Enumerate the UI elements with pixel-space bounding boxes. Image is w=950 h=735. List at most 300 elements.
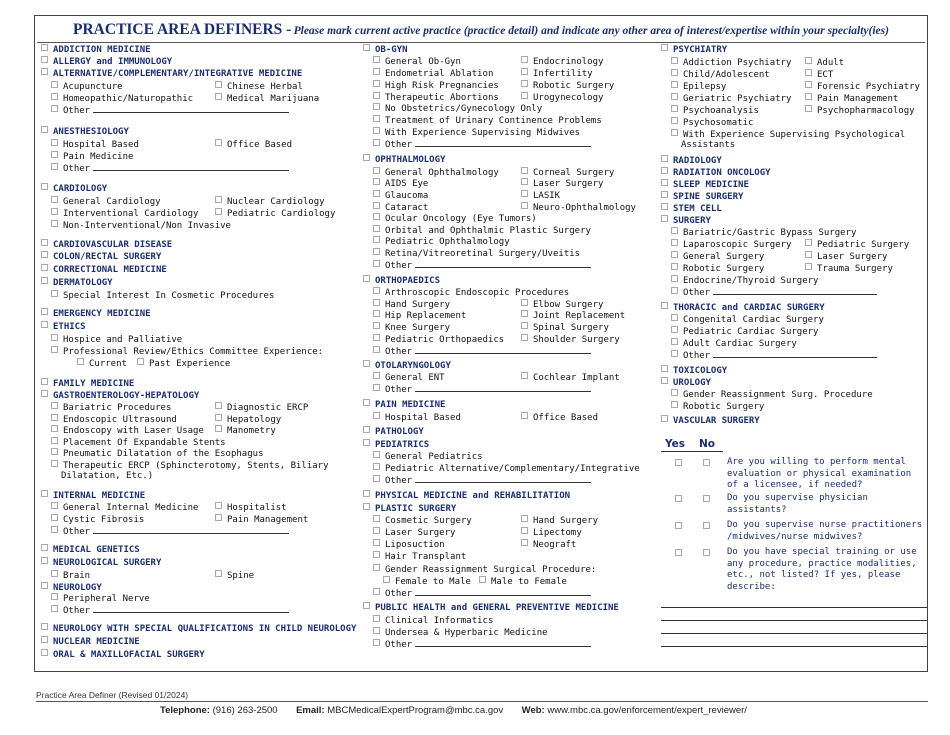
checkbox[interactable] [41,649,48,656]
checkbox[interactable] [215,414,222,421]
checkbox[interactable] [51,526,58,533]
checkbox[interactable] [661,377,668,384]
describe-answer-line-4[interactable] [661,646,927,647]
checkbox[interactable] [521,92,528,99]
checkbox[interactable] [51,514,58,521]
section-family-medicine[interactable] [41,378,134,390]
checkbox[interactable] [805,105,812,112]
option-spinal-surgery[interactable] [521,322,609,334]
option-homeopathic-naturopathic[interactable] [51,93,193,105]
option-laser-surgery[interactable] [805,251,887,263]
checkbox[interactable] [661,179,668,186]
checkbox[interactable] [215,402,222,409]
checkbox[interactable] [805,57,812,64]
checkbox[interactable] [805,239,812,246]
option-acupuncture[interactable] [51,81,123,93]
checkbox[interactable] [41,378,48,385]
section-plastic-surgery[interactable] [363,503,456,515]
option-psychosomatic[interactable] [671,117,753,129]
option-robotic-surgery[interactable] [521,80,614,92]
checkbox[interactable] [51,105,58,112]
option-adult-cardiac-surgery[interactable] [671,338,797,350]
checkbox[interactable] [373,639,380,646]
checkbox[interactable] [521,322,528,329]
checkbox[interactable] [41,321,48,328]
checkbox[interactable] [363,490,370,497]
option-liposuction[interactable] [373,539,445,551]
option-child-adolescent[interactable] [671,69,770,81]
option-chinese-herbal[interactable] [215,81,303,93]
checkbox[interactable] [51,220,58,227]
checkbox[interactable] [521,334,528,341]
section-stem-cell[interactable] [661,203,722,215]
section-pediatrics[interactable] [363,439,429,451]
option-other[interactable] [373,384,591,396]
checkbox[interactable] [373,80,380,87]
other-fill-line[interactable] [415,639,591,647]
other-fill-line[interactable] [93,526,289,534]
option-current[interactable] [77,358,127,370]
checkbox[interactable] [41,277,48,284]
option-ect[interactable] [805,69,833,81]
option-interventional-cardiology[interactable] [51,208,198,220]
option-pain-management[interactable] [805,93,898,105]
checkbox[interactable] [521,515,528,522]
option-pediatric-cardiology[interactable] [215,208,335,220]
checkbox[interactable] [51,605,58,612]
checkbox[interactable] [661,365,668,372]
checkbox[interactable] [521,178,528,185]
checkbox[interactable] [805,251,812,258]
option-other[interactable] [373,346,591,358]
describe-answer-line-2[interactable] [661,620,927,621]
option-trauma-surgery[interactable] [805,263,893,275]
checkbox[interactable] [41,239,48,246]
option-pain-medicine[interactable] [51,151,133,163]
checkbox[interactable] [373,299,380,306]
option-other[interactable] [373,475,591,487]
checkbox[interactable] [671,338,678,345]
other-fill-line[interactable] [415,588,591,596]
checkbox[interactable] [77,358,84,365]
checkbox[interactable] [215,502,222,509]
checkbox[interactable] [671,326,678,333]
checkbox[interactable] [373,372,380,379]
checkbox[interactable] [661,415,668,422]
option-general-ob-gyn[interactable] [373,56,461,68]
checkbox[interactable] [521,539,528,546]
checkbox[interactable] [521,80,528,87]
option-male-to-female[interactable] [479,576,567,588]
option-general-cardiology[interactable] [51,196,161,208]
option-hand-surgery[interactable] [521,515,598,527]
option-general-internal-medicine[interactable] [51,502,198,514]
checkbox[interactable] [521,372,528,379]
checkbox[interactable] [373,92,380,99]
option-general-pediatrics[interactable] [373,451,483,463]
option-joint-replacement[interactable] [521,310,625,322]
checkbox[interactable] [671,93,678,100]
section-pain-medicine[interactable] [363,399,445,411]
checkbox[interactable] [373,68,380,75]
checkbox[interactable] [661,191,668,198]
option-glaucoma[interactable] [373,190,428,202]
checkbox[interactable] [373,190,380,197]
checkbox[interactable] [51,346,58,353]
checkbox[interactable] [661,155,668,162]
option-psychoanalysis[interactable] [671,105,759,117]
checkbox[interactable] [363,503,370,510]
option-hospital-based[interactable] [373,412,461,424]
section-ophthalmology[interactable] [363,154,445,166]
checkbox[interactable] [373,178,380,185]
option-ocular-oncology-eye-tumors[interactable] [373,213,537,225]
checkbox[interactable] [373,588,380,595]
option-pneumatic-dilatation-of-the-esophagus[interactable] [51,448,263,460]
checkbox[interactable] [373,236,380,243]
other-fill-line[interactable] [415,139,591,147]
option-hospital-based[interactable] [51,139,139,151]
option-other[interactable] [373,588,591,600]
checkbox[interactable] [41,582,48,589]
section-alternative-complementary-integrative-medicine[interactable] [41,68,302,80]
checkbox[interactable] [41,264,48,271]
section-colon-rectal-surgery[interactable] [41,251,161,263]
checkbox[interactable] [671,129,678,136]
option-gender-reassignment-surg-procedure[interactable] [671,389,873,401]
section-cardiology[interactable] [41,183,107,195]
option-laser-surgery[interactable] [521,178,603,190]
checkbox[interactable] [521,299,528,306]
checkbox[interactable] [671,57,678,64]
no-checkbox-q3[interactable] [703,522,710,529]
checkbox[interactable] [373,260,380,267]
checkbox[interactable] [521,310,528,317]
checkbox[interactable] [51,81,58,88]
checkbox[interactable] [805,81,812,88]
checkbox[interactable] [661,44,668,51]
checkbox[interactable] [671,275,678,282]
section-emergency-medicine[interactable] [41,308,151,320]
option-retina-vitreoretinal-surgery-uveitis[interactable] [373,248,580,260]
checkbox[interactable] [805,69,812,76]
checkbox[interactable] [373,539,380,546]
checkbox[interactable] [373,115,380,122]
checkbox[interactable] [137,358,144,365]
checkbox[interactable] [373,103,380,110]
section-correctional-medicine[interactable] [41,264,167,276]
checkbox[interactable] [671,350,678,357]
option-forensic-psychiatry[interactable] [805,81,920,93]
checkbox[interactable] [215,196,222,203]
option-cochlear-implant[interactable] [521,372,620,384]
option-pediatric-cardiac-surgery[interactable] [671,326,818,338]
checkbox[interactable] [521,167,528,174]
option-arthroscopic-endoscopic-procedures[interactable] [373,287,569,299]
checkbox[interactable] [41,390,48,397]
checkbox[interactable] [373,551,380,558]
checkbox[interactable] [363,360,370,367]
email-value[interactable]: MBCMedicalExpertProgram@mbc.ca.gov [327,705,504,716]
checkbox[interactable] [521,190,528,197]
option-other[interactable] [373,139,591,151]
checkbox[interactable] [51,570,58,577]
option-cosmetic-surgery[interactable] [373,515,472,527]
checkbox[interactable] [373,515,380,522]
checkbox[interactable] [51,208,58,215]
option-high-risk-pregnancies[interactable] [373,80,499,92]
option-endometrial-ablation[interactable] [373,68,493,80]
checkbox[interactable] [373,167,380,174]
checkbox[interactable] [661,302,668,309]
option-nuclear-cardiology[interactable] [215,196,325,208]
checkbox[interactable] [51,448,58,455]
option-hospice-and-palliative[interactable] [51,334,182,346]
checkbox[interactable] [373,248,380,255]
section-urology[interactable] [661,377,711,389]
checkbox[interactable] [373,615,380,622]
option-hospitalist[interactable] [215,502,287,514]
other-fill-line[interactable] [93,163,289,171]
checkbox[interactable] [671,227,678,234]
checkbox[interactable] [363,439,370,446]
checkbox[interactable] [215,93,222,100]
checkbox[interactable] [373,213,380,220]
option-other[interactable] [671,287,877,299]
checkbox[interactable] [51,414,58,421]
section-public-health-and-general-preventive-medicine[interactable] [363,602,619,614]
option-clinical-informatics[interactable] [373,615,493,627]
option-bariatric-procedures[interactable] [51,402,171,414]
web-value[interactable]: www.mbc.ca.gov/enforcement/expert_reviewer/ [547,705,747,716]
checkbox[interactable] [521,68,528,75]
section-orthopaedics[interactable] [363,275,440,287]
checkbox[interactable] [671,287,678,294]
option-psychopharmacology[interactable] [805,105,915,117]
option-female-to-male[interactable] [383,576,471,588]
option-geriatric-psychiatry[interactable] [671,93,791,105]
checkbox[interactable] [363,399,370,406]
checkbox[interactable] [51,437,58,444]
option-other[interactable] [51,163,289,175]
option-endocrine-thyroid-surgery[interactable] [671,275,818,287]
option-pediatric-ophthalmology[interactable] [373,236,510,248]
section-allergy-and-immunology[interactable] [41,56,172,68]
section-gastroenterology-hepatology[interactable] [41,390,199,402]
checkbox[interactable] [41,183,48,190]
checkbox[interactable] [373,310,380,317]
option-other[interactable] [51,526,289,538]
option-office-based[interactable] [215,139,292,151]
option-manometry[interactable] [215,425,276,437]
section-surgery[interactable] [661,215,711,227]
option-with-experience-supervising-midwives[interactable] [373,127,580,139]
checkbox[interactable] [41,56,48,63]
no-checkbox-q2[interactable] [703,495,710,502]
section-thoracic-and-cardiac-surgery[interactable] [661,302,825,314]
checkbox[interactable] [41,308,48,315]
option-congenital-cardiac-surgery[interactable] [671,314,824,326]
checkbox[interactable] [373,287,380,294]
option-pediatric-surgery[interactable] [805,239,909,251]
checkbox[interactable] [521,527,528,534]
checkbox[interactable] [51,402,58,409]
other-fill-line[interactable] [415,475,591,483]
section-addiction-medicine[interactable] [41,44,151,56]
checkbox[interactable] [51,460,58,467]
option-bariatric-gastric-bypass-surgery[interactable] [671,227,856,239]
describe-answer-line-3[interactable] [661,633,927,634]
section-internal-medicine[interactable] [41,490,145,502]
section-toxicology[interactable] [661,365,727,377]
checkbox[interactable] [41,557,48,564]
option-past-experience[interactable] [137,358,230,370]
option-peripheral-nerve[interactable] [51,593,150,605]
other-fill-line[interactable] [713,287,877,295]
checkbox[interactable] [51,163,58,170]
option-pediatric-orthopaedics[interactable] [373,334,504,346]
option-gender-reassignment-surgical-procedure[interactable] [373,564,596,576]
yes-checkbox-q2[interactable] [675,495,682,502]
checkbox[interactable] [363,426,370,433]
option-medical-marijuana[interactable] [215,93,319,105]
checkbox[interactable] [215,514,222,521]
checkbox[interactable] [51,196,58,203]
checkbox[interactable] [373,451,380,458]
option-addiction-psychiatry[interactable] [671,57,791,69]
checkbox[interactable] [373,412,380,419]
checkbox[interactable] [373,127,380,134]
checkbox[interactable] [215,139,222,146]
section-anesthesiology[interactable] [41,126,129,138]
checkbox[interactable] [363,602,370,609]
option-lipectomy[interactable] [521,527,582,539]
checkbox[interactable] [363,275,370,282]
checkbox[interactable] [51,290,58,297]
option-general-ent[interactable] [373,372,445,384]
option-general-surgery[interactable] [671,251,764,263]
option-epilepsy[interactable] [671,81,726,93]
checkbox[interactable] [671,117,678,124]
checkbox[interactable] [41,623,48,630]
option-endoscopy-with-laser-usage[interactable] [51,425,204,437]
checkbox[interactable] [363,44,370,51]
checkbox[interactable] [51,151,58,158]
section-pathology[interactable] [363,426,424,438]
option-spine[interactable] [215,570,254,582]
option-cystic-fibrosis[interactable] [51,514,144,526]
option-neograft[interactable] [521,539,576,551]
checkbox[interactable] [373,564,380,571]
option-knee-surgery[interactable] [373,322,450,334]
checkbox[interactable] [671,239,678,246]
option-professional-review-ethics-committee-experience[interactable] [51,346,323,358]
section-neurological-surgery[interactable] [41,557,161,569]
checkbox[interactable] [373,627,380,634]
option-robotic-surgery[interactable] [671,263,764,275]
option-laser-surgery[interactable] [373,527,455,539]
option-laparoscopic-surgery[interactable] [671,239,791,251]
checkbox[interactable] [671,105,678,112]
other-fill-line[interactable] [93,605,289,613]
checkbox[interactable] [671,263,678,270]
checkbox[interactable] [41,636,48,643]
checkbox[interactable] [671,251,678,258]
yes-checkbox-q4[interactable] [675,549,682,556]
checkbox[interactable] [661,203,668,210]
checkbox[interactable] [215,425,222,432]
checkbox[interactable] [51,425,58,432]
option-robotic-surgery[interactable] [671,401,764,413]
checkbox[interactable] [51,139,58,146]
checkbox[interactable] [41,544,48,551]
checkbox[interactable] [373,225,380,232]
section-vascular-surgery[interactable] [661,415,760,427]
other-fill-line[interactable] [415,346,591,354]
checkbox[interactable] [373,202,380,209]
checkbox[interactable] [373,334,380,341]
option-office-based[interactable] [521,412,598,424]
yes-checkbox-q3[interactable] [675,522,682,529]
checkbox[interactable] [51,593,58,600]
checkbox[interactable] [373,384,380,391]
no-checkbox-q4[interactable] [703,549,710,556]
checkbox[interactable] [41,490,48,497]
section-radiation-oncology[interactable] [661,167,771,179]
checkbox[interactable] [671,401,678,408]
checkbox[interactable] [373,475,380,482]
checkbox[interactable] [805,93,812,100]
checkbox[interactable] [383,576,390,583]
option-brain[interactable] [51,570,90,582]
option-neuro-ophthalmology[interactable] [521,202,636,214]
no-checkbox-q1[interactable] [703,459,710,466]
section-nuclear-medicine[interactable] [41,636,140,648]
section-otolaryngology[interactable] [363,360,451,372]
section-dermatology[interactable] [41,277,113,289]
checkbox[interactable] [479,576,486,583]
section-radiology[interactable] [661,155,722,167]
option-non-interventional-non-invasive[interactable] [51,220,231,232]
option-undersea-hyperbaric-medicine[interactable] [373,627,548,639]
checkbox[interactable] [373,346,380,353]
section-psychiatry[interactable] [661,44,727,56]
checkbox[interactable] [41,44,48,51]
checkbox[interactable] [51,502,58,509]
option-pain-management[interactable] [215,514,308,526]
option-other[interactable] [373,639,591,651]
option-infertility[interactable] [521,68,593,80]
option-pediatric-alternative-complementary-integrative[interactable] [373,463,640,475]
checkbox[interactable] [41,126,48,133]
checkbox[interactable] [51,334,58,341]
other-fill-line[interactable] [415,260,591,268]
section-spine-surgery[interactable] [661,191,743,203]
checkbox[interactable] [521,202,528,209]
section-ethics[interactable] [41,321,86,333]
checkbox[interactable] [671,81,678,88]
section-ob-gyn[interactable] [363,44,408,56]
checkbox[interactable] [215,570,222,577]
option-other[interactable] [51,105,289,117]
checkbox[interactable] [41,251,48,258]
checkbox[interactable] [363,154,370,161]
option-other[interactable] [671,350,877,362]
checkbox[interactable] [373,139,380,146]
option-treatment-of-urinary-continence-problems[interactable] [373,115,602,127]
option-lasik[interactable] [521,190,560,202]
describe-answer-line-1[interactable] [661,607,927,608]
